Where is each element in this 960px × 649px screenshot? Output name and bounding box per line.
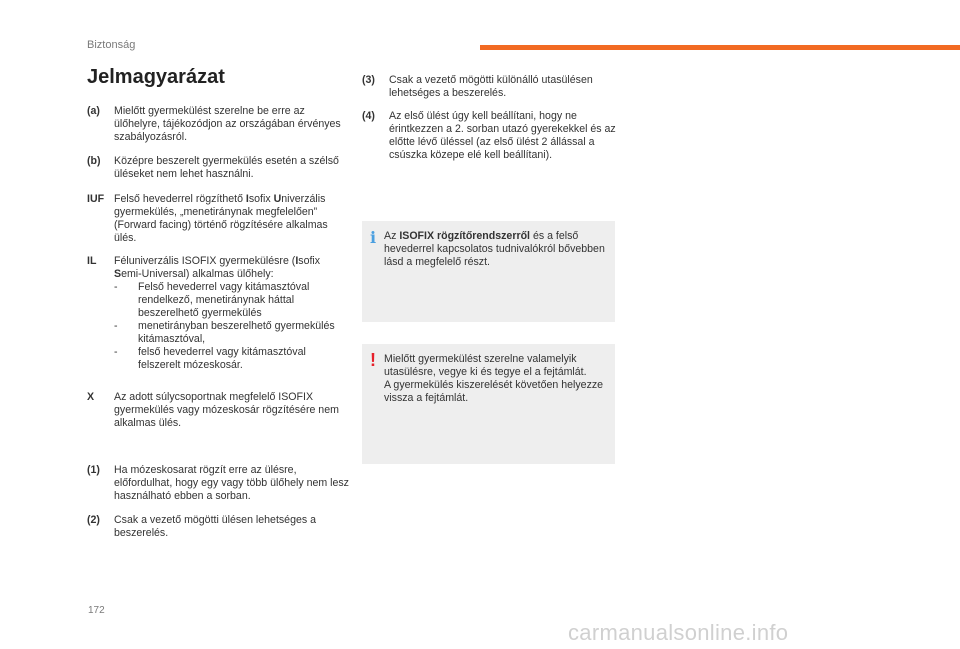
header-accent-bar — [480, 45, 960, 50]
warning-icon: ! — [370, 350, 376, 370]
legend-entry-iuf — [87, 193, 349, 245]
info-icon: i — [369, 228, 377, 247]
legend-text: Ha mózeskosarat rögzít erre az ülésre, előfordulhat, hogy egy vagy több ülőhely nem lesz használható ebben a sorban. — [114, 464, 349, 502]
warning-text-2: A gyermekülés kiszerelését követően helyezze vissza a fejtámlát. — [384, 379, 604, 404]
legend-entry-a — [87, 105, 349, 144]
legend-key: (1) — [87, 464, 100, 476]
list-item: - menetirányban beszerelhető gyermekülés kitámasztóval, — [114, 320, 335, 345]
legend-text: Az adott súlycsoportnak megfelelő ISOFIX gyermekülés vagy mózeskosár rögzítésére nem alkalmas ülés. — [114, 391, 339, 429]
list-item: - Felső hevederrel vagy kitámasztóval rendelkező, menetiránynak háttal beszerelhető gyermekülés — [114, 281, 310, 319]
legend-text: Féluniverzális ISOFIX gyermekülésre (Isofix Semi-Universal) alkalmas ülőhely: — [114, 255, 321, 280]
legend-key: (2) — [87, 514, 100, 526]
legend-entry-x — [87, 391, 349, 430]
legend-text: Mielőtt gyermekülést szerelne be erre az ülőhelyre, tájékozódjon az országában érvényes szabályozásról. — [114, 105, 341, 143]
legend-entry-2 — [87, 514, 349, 540]
legend-key: IL — [87, 255, 97, 267]
legend-entry-b — [87, 155, 349, 181]
legend-key: (3) — [362, 74, 375, 86]
page-title: Jelmagyarázat — [87, 66, 225, 88]
list-item: - felső hevederrel vagy kitámasztóval felszerelt mózeskosár. — [114, 346, 306, 371]
legend-text: Csak a vezető mögötti ülésen lehetséges a beszerelés. — [114, 514, 316, 539]
legend-entry-4 — [362, 110, 620, 162]
legend-text: Az első ülést úgy kell beállítani, hogy ne érintkezzen a 2. sorban utazó gyerekekkel és az előtte lévő üléssel (az első ülést 2 állással a csúszka közepe elé kell beállítani). — [389, 110, 616, 161]
legend-key: (b) — [87, 155, 101, 167]
legend-key: IUF — [87, 193, 105, 205]
legend-key: (4) — [362, 110, 375, 122]
legend-entry-3 — [362, 74, 620, 100]
watermark: carmanualsonline.info — [568, 620, 789, 645]
section-label: Biztonság — [87, 39, 136, 51]
legend-text: Felső hevederrel rögzíthető Isofix Univerzális gyermekülés, „menetiránynak megfelelően” (Forward facing) történő rögzítésére alkalmas ülés. — [114, 193, 328, 244]
legend-text: Csak a vezető mögötti különálló utasülésen lehetséges a beszerelés. — [389, 74, 593, 99]
legend-key: (a) — [87, 105, 100, 117]
legend-entry-il — [87, 255, 349, 372]
page-number: 172 — [88, 605, 105, 616]
warning-text-1: Mielőtt gyermekülést szerelne valamelyik utasülésre, vegye ki és tegye el a fejtámlát. — [384, 353, 587, 378]
warning-box — [362, 344, 615, 464]
legend-text: Középre beszerelt gyermekülés esetén a szélső üléseket nem lehet használni. — [114, 155, 339, 180]
info-box — [362, 221, 615, 322]
legend-entry-1 — [87, 464, 349, 503]
info-text: Az ISOFIX rögzítőrendszerről és a felső hevederrel kapcsolatos tudnivalókról bővebben lásd a megfelelő részt. — [384, 230, 605, 268]
legend-key: X — [87, 391, 95, 403]
